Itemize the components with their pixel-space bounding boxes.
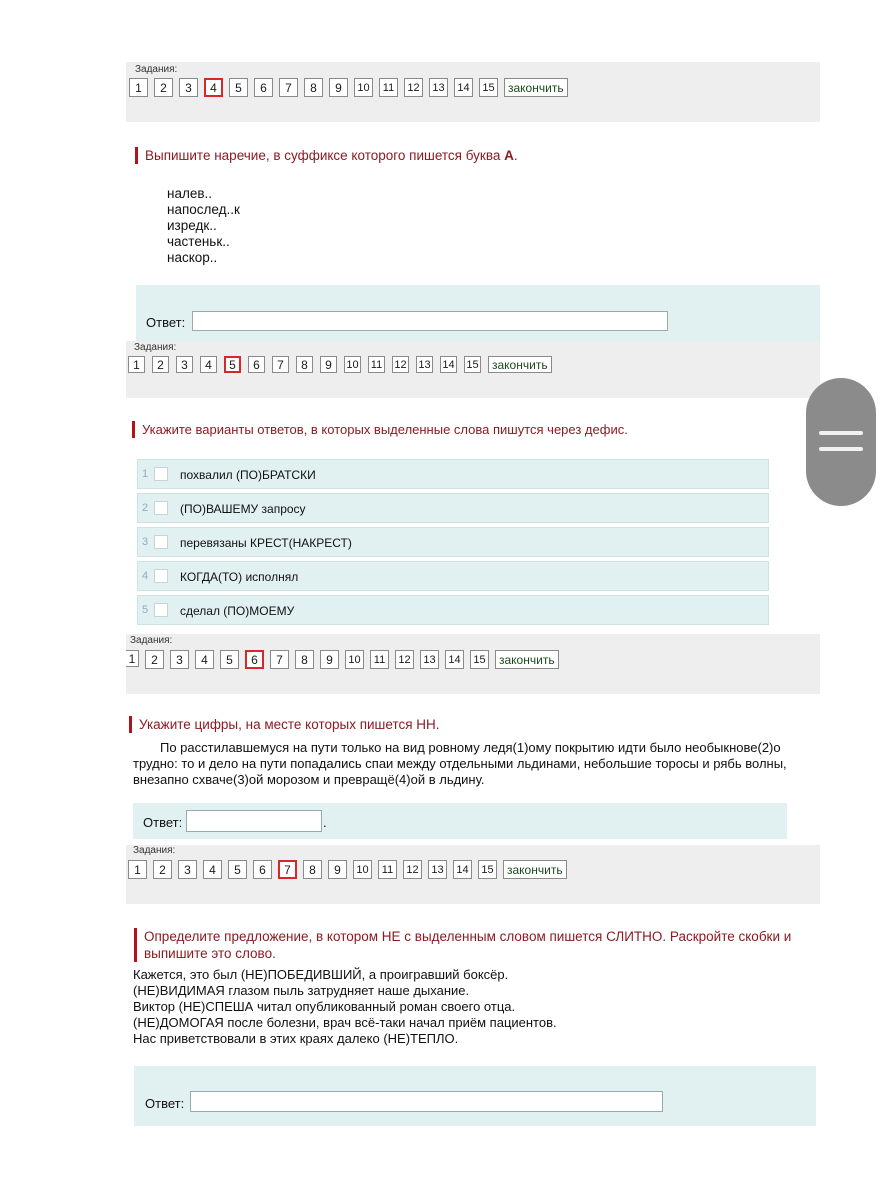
question-title-letter: А (504, 148, 514, 163)
task-link[interactable]: 2 (152, 356, 169, 373)
task-link[interactable]: 7 (270, 650, 289, 669)
question-title (135, 147, 518, 164)
answer-label: Ответ: (143, 815, 183, 830)
task-link[interactable]: 5 (228, 860, 247, 879)
option-text: перевязаны КРЕСТ(НАКРЕСТ) (180, 536, 352, 550)
task-nav-label: Задания: (133, 845, 176, 856)
task-link[interactable]: 6 (254, 78, 273, 97)
question-title (134, 928, 816, 962)
option-number: 1 (142, 468, 149, 480)
task-link[interactable]: 4 (203, 860, 222, 879)
text-line: По расстилавшемуся на пути только на вид ровному ледя(1)ому покрытию идти было необыкнове(2)о (160, 740, 781, 755)
question-title-text: Выпишите наречие, в суффиксе которого пишется буква (145, 148, 505, 163)
finish-button[interactable]: закончить (503, 860, 567, 879)
menu-icon (819, 447, 863, 451)
task-link[interactable]: 9 (320, 650, 339, 669)
option-checkbox[interactable] (154, 467, 168, 481)
task-link[interactable]: 1 (129, 78, 148, 97)
sentence-item: Виктор (НЕ)СПЕША читал опубликованный роман своего отца. (133, 999, 516, 1014)
task-link[interactable]: 8 (295, 650, 314, 669)
word-item: частеньк.. (167, 234, 230, 249)
task-link[interactable]: 15 (479, 78, 498, 97)
task-link[interactable]: 4 (195, 650, 214, 669)
finish-button[interactable]: закончить (488, 356, 552, 373)
sentence-item: Кажется, это был (НЕ)ПОБЕДИВШИЙ, а проигравший боксёр. (133, 967, 509, 982)
task-link[interactable]: 9 (320, 356, 337, 373)
task-link[interactable]: 12 (395, 650, 414, 669)
task-nav-bar (126, 341, 820, 398)
task-nav-label: Задания: (130, 635, 173, 646)
task-link-current[interactable]: 6 (245, 650, 264, 669)
option-number: 3 (142, 536, 149, 548)
task-link[interactable]: 11 (379, 78, 398, 97)
task-link[interactable]: 13 (429, 78, 448, 97)
task-link[interactable]: 15 (478, 860, 497, 879)
task-link[interactable]: 3 (179, 78, 198, 97)
task-link[interactable]: 6 (248, 356, 265, 373)
option-row[interactable] (137, 493, 769, 523)
task-link[interactable]: 6 (253, 860, 272, 879)
word-item: наскор.. (167, 250, 218, 265)
task-link[interactable]: 1 (128, 356, 145, 373)
task-link[interactable]: 8 (296, 356, 313, 373)
question-title: Укажите цифры, на месте которых пишется НН. (129, 716, 440, 733)
task-link[interactable]: 12 (392, 356, 409, 373)
option-number: 4 (142, 570, 149, 582)
task-link[interactable]: 1 (126, 650, 139, 667)
option-text: похвалил (ПО)БРАТСКИ (180, 468, 316, 482)
option-checkbox[interactable] (154, 603, 168, 617)
option-text: сделал (ПО)МОЕМУ (180, 604, 295, 618)
answer-input[interactable] (192, 311, 668, 331)
question-title: Укажите варианты ответов, в которых выделенные слова пишутся через дефис. (132, 421, 628, 438)
task-link[interactable]: 13 (428, 860, 447, 879)
word-item: изредк.. (167, 218, 217, 233)
task-link-current[interactable]: 5 (224, 356, 241, 373)
task-link[interactable]: 15 (470, 650, 489, 669)
task-link[interactable]: 5 (229, 78, 248, 97)
task-link[interactable]: 9 (328, 860, 347, 879)
answer-label: Ответ: (145, 1096, 185, 1111)
menu-icon (819, 431, 863, 435)
option-checkbox[interactable] (154, 501, 168, 515)
option-text: КОГДА(ТО) исполнял (180, 570, 299, 584)
answer-input[interactable] (186, 810, 322, 832)
task-link-current[interactable]: 7 (278, 860, 297, 879)
option-checkbox[interactable] (154, 535, 168, 549)
word-item: напослед..к (167, 202, 240, 217)
task-link[interactable]: 7 (279, 78, 298, 97)
option-text: (ПО)ВАШЕМУ запросу (180, 502, 306, 516)
task-link[interactable]: 10 (345, 650, 364, 669)
task-link[interactable]: 2 (153, 860, 172, 879)
task-link[interactable]: 3 (170, 650, 189, 669)
task-link[interactable]: 14 (453, 860, 472, 879)
task-link[interactable]: 11 (378, 860, 397, 879)
task-link[interactable]: 8 (304, 78, 323, 97)
task-link[interactable]: 1 (128, 860, 147, 879)
scroll-handle[interactable] (806, 378, 876, 506)
option-row[interactable] (137, 459, 769, 489)
word-item: налев.. (167, 186, 213, 201)
task-link[interactable]: 12 (404, 78, 423, 97)
word-list (167, 186, 240, 266)
answer-box (134, 1066, 816, 1126)
option-row[interactable] (137, 595, 769, 625)
task-nav-bar (126, 845, 820, 904)
task-link[interactable]: 11 (370, 650, 389, 669)
task-link[interactable]: 14 (440, 356, 457, 373)
text-line: трудно: то и дело на пути попадались спаи между отдельными льдинами, небольшие торосы и рябь волны, (133, 756, 787, 771)
task-link[interactable]: 12 (403, 860, 422, 879)
task-link[interactable]: 2 (154, 78, 173, 97)
text-line: внезапно схваче(3)ой морозом и превращё(4)ой в льдину. (133, 772, 485, 787)
task-link[interactable]: 13 (420, 650, 439, 669)
option-checkbox[interactable] (154, 569, 168, 583)
answer-input[interactable] (190, 1091, 663, 1112)
question-title-line: выпишите это слово. (144, 946, 276, 961)
sentence-item: (НЕ)ДОМОГАЯ после болезни, врач всё-таки начал приём пациентов. (133, 1015, 557, 1030)
task-link[interactable]: 11 (368, 356, 385, 373)
option-number: 2 (142, 502, 149, 514)
task-nav-bar (126, 634, 820, 694)
sentence-item: (НЕ)ВИДИМАЯ глазом пыль затрудняет наше дыхание. (133, 983, 470, 998)
task-link[interactable]: 4 (200, 356, 217, 373)
task-link[interactable]: 9 (329, 78, 348, 97)
task-link[interactable]: 2 (145, 650, 164, 669)
sentence-list (133, 967, 557, 1047)
task-link-current[interactable]: 4 (204, 78, 223, 97)
answer-box (136, 285, 820, 342)
option-number: 5 (142, 604, 149, 616)
task-nav-bar (126, 62, 820, 122)
task-link[interactable]: 14 (445, 650, 464, 669)
task-nav-label: Задания: (135, 64, 178, 75)
answer-label: Ответ: (146, 315, 186, 330)
task-link[interactable]: 7 (272, 356, 289, 373)
task-link[interactable]: 10 (353, 860, 372, 879)
task-link[interactable]: 10 (344, 356, 361, 373)
task-link[interactable]: 8 (303, 860, 322, 879)
finish-button[interactable]: закончить (495, 650, 559, 669)
task-link[interactable]: 5 (220, 650, 239, 669)
option-row[interactable] (137, 527, 769, 557)
task-link[interactable]: 3 (176, 356, 193, 373)
task-link[interactable]: 10 (354, 78, 373, 97)
question-title-line: Определите предложение, в котором НЕ с выделенным словом пишется СЛИТНО. Раскройте скобки и (144, 929, 792, 944)
answer-box (133, 803, 787, 839)
task-link[interactable]: 3 (178, 860, 197, 879)
sentence-item: Нас приветствовали в этих краях далеко (НЕ)ТЕПЛО. (133, 1031, 459, 1046)
task-link[interactable]: 13 (416, 356, 433, 373)
option-row[interactable] (137, 561, 769, 591)
task-nav-label: Задания: (134, 342, 177, 353)
answer-suffix: . (323, 815, 327, 830)
finish-button[interactable]: закончить (504, 78, 568, 97)
task-link[interactable]: 15 (464, 356, 481, 373)
question-title-end: . (513, 148, 518, 163)
task-link[interactable]: 14 (454, 78, 473, 97)
question-text (133, 740, 793, 788)
